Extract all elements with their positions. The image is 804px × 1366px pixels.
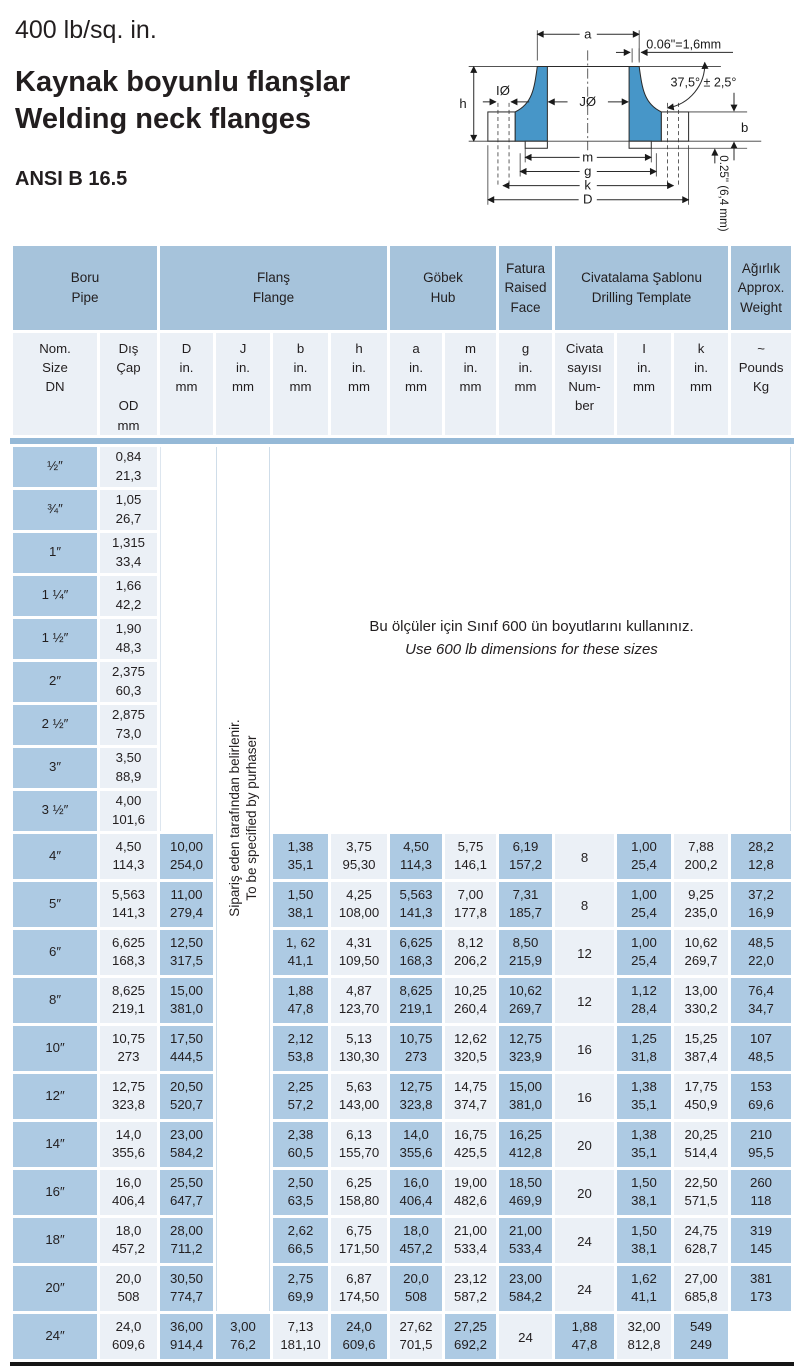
col-header-J: J in. mm (216, 333, 270, 435)
col-header-b: b in. mm (273, 333, 328, 435)
cell-bolts: 24 (499, 1314, 552, 1359)
hub-wall-right (629, 67, 661, 142)
dim-label-b: b (741, 120, 749, 136)
land-annotation: 0.06"=1,6mm (646, 37, 722, 52)
cell-a: 16,0 406,4 (390, 1170, 442, 1215)
table-body-table (10, 444, 794, 1366)
group-flange: Flanş Flange (160, 246, 387, 330)
cell-a: 20,0 508 (390, 1266, 442, 1311)
cell-a: 12,75 323,8 (390, 1074, 442, 1119)
cell-k: 7,88 200,2 (674, 834, 728, 879)
cell-h: 4,31 109,50 (331, 930, 387, 975)
cell-bolts: 20 (555, 1122, 614, 1167)
cell-size: 4″ (13, 834, 97, 879)
cell-size: 5″ (13, 882, 97, 927)
table-row (13, 930, 791, 975)
cell-size: 2 ½″ (13, 705, 97, 745)
raised-face-right (629, 141, 651, 148)
cell-k: 15,25 387,4 (674, 1026, 728, 1071)
cell-D: 36,00 914,4 (160, 1314, 213, 1359)
cell-a: 4,50 114,3 (390, 834, 442, 879)
cell-g: 12,75 323,9 (499, 1026, 552, 1071)
cell-g: 15,00 381,0 (499, 1074, 552, 1119)
cell-od: 2,875 73,0 (100, 705, 157, 745)
table-header (10, 243, 794, 438)
col-header-k: k in. mm (674, 333, 728, 435)
cell-b: 1,38 35,1 (273, 834, 328, 879)
cell-l: 1,00 25,4 (617, 930, 671, 975)
cell-a: 8,625 219,1 (390, 978, 442, 1023)
j-note-text (226, 720, 260, 917)
dim-label-k: k (584, 177, 592, 193)
cell-m: 5,75 146,1 (445, 834, 496, 879)
table-row (13, 1026, 791, 1071)
note-line-english: Use 600 lb dimensions for these sizes (405, 640, 658, 658)
col-header-g: g in. mm (499, 333, 552, 435)
table-row (13, 1074, 791, 1119)
table-row (13, 882, 791, 927)
cell-od: 3,50 88,9 (100, 748, 157, 788)
group-header-row (13, 246, 791, 330)
dim-label-D: D (582, 191, 593, 207)
raised-face-left (525, 141, 547, 148)
cell-bolts: 16 (555, 1074, 614, 1119)
cell-l: 1,25 31,8 (617, 1026, 671, 1071)
cell-size: 10″ (13, 1026, 97, 1071)
cell-size: 18″ (13, 1218, 97, 1263)
cell-b: 2,50 63,5 (273, 1170, 328, 1215)
cell-g: 21,00 533,4 (499, 1218, 552, 1263)
cell-bolts: 24 (555, 1266, 614, 1311)
cell-w: 319 145 (731, 1218, 791, 1263)
cell-bolts: 8 (555, 834, 614, 879)
cell-k: 13,00 330,2 (674, 978, 728, 1023)
cell-b: 2,75 69,9 (273, 1266, 328, 1311)
table-row (13, 978, 791, 1023)
flange-cross-section (440, 4, 798, 234)
cell-size: 3 ½″ (13, 791, 97, 831)
cell-D: 30,50 774,7 (160, 1266, 213, 1311)
cell-m: 12,62 320,5 (445, 1026, 496, 1071)
col-header-m: m in. mm (445, 333, 496, 435)
dim-label-g: g (584, 163, 592, 179)
table-row (13, 1170, 791, 1215)
cell-bolts: 20 (555, 1170, 614, 1215)
cell-size: 3″ (13, 748, 97, 788)
cell-od: 1,315 33,4 (100, 533, 157, 573)
cell-l: 1,12 28,4 (617, 978, 671, 1023)
cell-b: 1,88 47,8 (273, 978, 328, 1023)
cell-g: 16,25 412,8 (499, 1122, 552, 1167)
cell-k: 22,50 571,5 (674, 1170, 728, 1215)
cell-size: 16″ (13, 1170, 97, 1215)
cell-b: 3,00 76,2 (216, 1314, 270, 1359)
cell-od: 0,84 21,3 (100, 447, 157, 487)
cell-k: 27,00 685,8 (674, 1266, 728, 1311)
cell-l: 1,38 35,1 (617, 1074, 671, 1119)
cell-h: 7,13 181,10 (273, 1314, 328, 1359)
flange-ring-right (661, 112, 688, 141)
cell-l: 1,88 47,8 (555, 1314, 614, 1359)
cell-m: 8,12 206,2 (445, 930, 496, 975)
cell-b: 1,50 38,1 (273, 882, 328, 927)
land-ticks (632, 48, 639, 62)
standard-reference: ANSI B 16.5 (15, 168, 128, 190)
cell-bolts: 24 (555, 1218, 614, 1263)
cell-k: 10,62 269,7 (674, 930, 728, 975)
col-header-l: I in. mm (617, 333, 671, 435)
cell-a: 18,0 457,2 (390, 1218, 442, 1263)
cell-size: 14″ (13, 1122, 97, 1167)
cell-od: 10,75 273 (100, 1026, 157, 1071)
cell-b: 2,25 57,2 (273, 1074, 328, 1119)
col-header-a: a in. mm (390, 333, 442, 435)
cell-w: 76,4 34,7 (731, 978, 791, 1023)
cell-bolts: 12 (555, 978, 614, 1023)
cell-od: 1,90 48,3 (100, 619, 157, 659)
cell-w: 260 118 (731, 1170, 791, 1215)
cell-size: 1 ¼″ (13, 576, 97, 616)
cell-size: ¾″ (13, 490, 97, 530)
group-weight: Ağırlık Approx. Weight (731, 246, 791, 330)
cell-D: 15,00 381,0 (160, 978, 213, 1023)
cell-od: 20,0 508 (100, 1266, 157, 1311)
dim-label-jo: JØ (579, 93, 597, 109)
table-row (13, 1122, 791, 1167)
cell-w: 28,2 12,8 (731, 834, 791, 879)
flange-drawing (440, 4, 798, 239)
cell-od: 14,0 355,6 (100, 1122, 157, 1167)
group-pipe: Boru Pipe (13, 246, 157, 330)
cell-g: 8,50 215,9 (499, 930, 552, 975)
cell-h: 5,63 143,00 (331, 1074, 387, 1119)
cell-h: 4,87 123,70 (331, 978, 387, 1023)
cell-b: 2,12 53,8 (273, 1026, 328, 1071)
col-header-weight: ~ Pounds Kg (731, 333, 791, 435)
cell-l: 1,00 25,4 (617, 834, 671, 879)
cell-l: 1,00 25,4 (617, 882, 671, 927)
cell-D: 17,50 444,5 (160, 1026, 213, 1071)
col-header-bolt-number: Civata sayısı Num- ber (555, 333, 614, 435)
cell-a: 10,75 273 (390, 1026, 442, 1071)
cell-d-unspecified (160, 447, 213, 831)
cell-l: 1,50 38,1 (617, 1218, 671, 1263)
cell-k: 17,75 450,9 (674, 1074, 728, 1119)
pressure-rating: 400 lb/sq. in. (15, 16, 157, 44)
cell-a: 5,563 141,3 (390, 882, 442, 927)
note-line-turkish: Bu ölçüler için Sınıf 600 ün boyutlarını kullanınız. (369, 618, 694, 636)
cell-od: 18,0 457,2 (100, 1218, 157, 1263)
cell-D: 25,50 647,7 (160, 1170, 213, 1215)
cell-h: 5,13 130,30 (331, 1026, 387, 1071)
column-header-row (13, 333, 791, 435)
dim-label-io: IØ (496, 82, 510, 98)
cell-bolts: 12 (555, 930, 614, 975)
cell-h: 3,75 95,30 (331, 834, 387, 879)
table-body (13, 447, 791, 1359)
cell-w: 210 95,5 (731, 1122, 791, 1167)
dim-label-a: a (584, 26, 592, 42)
rf-annotation: 0.25" (6,4 mm) (716, 155, 730, 232)
cell-k: 32,00 812,8 (617, 1314, 671, 1359)
group-raised-face: Fatura Raised Face (499, 246, 552, 330)
cell-m: 7,00 177,8 (445, 882, 496, 927)
cell-g: 18,50 469,9 (499, 1170, 552, 1215)
col-header-nom-size: Nom. Size DN (13, 333, 97, 435)
group-drilling-template: Civatalama Şablonu Drilling Template (555, 246, 728, 330)
cell-h: 6,13 155,70 (331, 1122, 387, 1167)
dim-label-m: m (582, 149, 594, 165)
cell-od: 8,625 219,1 (100, 978, 157, 1023)
table-row (13, 834, 791, 879)
page-title-english: Welding neck flanges (15, 103, 311, 135)
col-header-od: Dış Çap OD mm (100, 333, 157, 435)
cell-od: 4,00 101,6 (100, 791, 157, 831)
cell-a: 14,0 355,6 (390, 1122, 442, 1167)
flange-ring-left (488, 112, 515, 141)
cell-od: 24,0 609,6 (100, 1314, 157, 1359)
cell-m: 16,75 425,5 (445, 1122, 496, 1167)
cell-w: 381 173 (731, 1266, 791, 1311)
group-hub: Göbek Hub (390, 246, 496, 330)
cell-od: 1,66 42,2 (100, 576, 157, 616)
cell-l: 1,62 41,1 (617, 1266, 671, 1311)
cell-D: 23,00 584,2 (160, 1122, 213, 1167)
cell-g: 7,31 185,7 (499, 882, 552, 927)
cell-g: 10,62 269,7 (499, 978, 552, 1023)
cell-od: 2,375 60,3 (100, 662, 157, 702)
cell-l: 1,50 38,1 (617, 1170, 671, 1215)
cell-D: 20,50 520,7 (160, 1074, 213, 1119)
cell-m: 14,75 374,7 (445, 1074, 496, 1119)
cell-m: 10,25 260,4 (445, 978, 496, 1023)
page-title-turkish: Kaynak boyunlu flanşlar (15, 66, 351, 98)
cell-g: 23,00 584,2 (499, 1266, 552, 1311)
cell-k: 9,25 235,0 (674, 882, 728, 927)
cell-w: 37,2 16,9 (731, 882, 791, 927)
cell-m: 19,00 482,6 (445, 1170, 496, 1215)
cell-od: 6,625 168,3 (100, 930, 157, 975)
cell-size: 1 ½″ (13, 619, 97, 659)
cell-od: 12,75 323,8 (100, 1074, 157, 1119)
cell-bolts: 16 (555, 1026, 614, 1071)
cell-w: 107 48,5 (731, 1026, 791, 1071)
cell-od: 1,05 26,7 (100, 490, 157, 530)
cell-od: 16,0 406,4 (100, 1170, 157, 1215)
cell-g: 27,25 692,2 (445, 1314, 496, 1359)
table-row (13, 1266, 791, 1311)
cell-size: 24″ (13, 1314, 97, 1359)
cell-a: 6,625 168,3 (390, 930, 442, 975)
table-row (13, 447, 791, 487)
cell-b: 1, 62 41,1 (273, 930, 328, 975)
j-note-line-english: To be specified by purhaser (244, 735, 259, 901)
cell-od: 5,563 141,3 (100, 882, 157, 927)
cell-w: 153 69,6 (731, 1074, 791, 1119)
cell-h: 6,87 174,50 (331, 1266, 387, 1311)
cell-h: 4,25 108,00 (331, 882, 387, 927)
col-header-h: h in. mm (331, 333, 387, 435)
cell-j-note (216, 447, 270, 1311)
cell-m: 21,00 533,4 (445, 1218, 496, 1263)
col-header-D: D in. mm (160, 333, 213, 435)
table-row (13, 1218, 791, 1263)
cell-b: 2,62 66,5 (273, 1218, 328, 1263)
dim-label-h: h (459, 95, 467, 111)
cell-D: 10,00 254,0 (160, 834, 213, 879)
cell-size: 6″ (13, 930, 97, 975)
cell-g: 6,19 157,2 (499, 834, 552, 879)
angle-annotation: 37,5° ± 2,5° (670, 75, 737, 90)
cell-k: 20,25 514,4 (674, 1122, 728, 1167)
cell-w: 48,5 22,0 (731, 930, 791, 975)
cell-l: 1,38 35,1 (617, 1122, 671, 1167)
flange-dimension-table (10, 243, 794, 1366)
cell-h: 6,75 171,50 (331, 1218, 387, 1263)
cell-m: 23,12 587,2 (445, 1266, 496, 1311)
cell-b: 2,38 60,5 (273, 1122, 328, 1167)
cell-od: 4,50 114,3 (100, 834, 157, 879)
table-row (13, 1314, 791, 1359)
cell-a: 24,0 609,6 (331, 1314, 387, 1359)
cell-k: 24,75 628,7 (674, 1218, 728, 1263)
cell-size: 2″ (13, 662, 97, 702)
cell-m: 27,62 701,5 (390, 1314, 442, 1359)
cell-D: 28,00 711,2 (160, 1218, 213, 1263)
cell-size: 1″ (13, 533, 97, 573)
cell-h: 6,25 158,80 (331, 1170, 387, 1215)
cell-use-600lb-note (273, 447, 791, 831)
cell-w: 549 249 (674, 1314, 728, 1359)
j-note-line-turkish: Sipariş eden tarafından belirlenir. (227, 719, 242, 917)
cell-size: ½″ (13, 447, 97, 487)
cell-D: 11,00 279,4 (160, 882, 213, 927)
cell-size: 12″ (13, 1074, 97, 1119)
cell-size: 20″ (13, 1266, 97, 1311)
cell-bolts: 8 (555, 882, 614, 927)
cell-D: 12,50 317,5 (160, 930, 213, 975)
cell-size: 8″ (13, 978, 97, 1023)
hub-wall-left (515, 67, 547, 142)
page-title (15, 64, 350, 138)
